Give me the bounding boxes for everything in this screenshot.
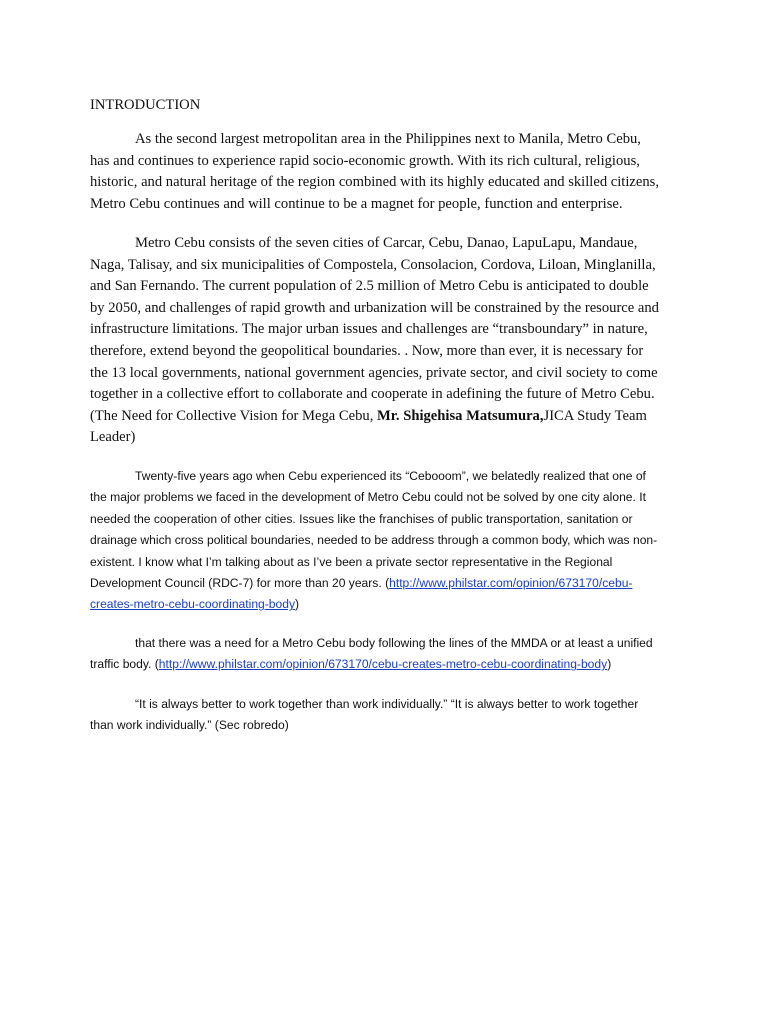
paragraph-mmda: [90, 633, 662, 676]
paragraph-intro: [90, 129, 662, 215]
paragraph-cebooom-suffix: ): [295, 597, 300, 612]
paragraph-cebooom: [90, 466, 662, 616]
paragraph-quote: [90, 694, 662, 737]
philstar-link-2[interactable]: http://www.philstar.com/opinion/673170/cebu-creates-metro-cebu-coordinating-body: [158, 657, 608, 672]
document-heading: INTRODUCTION: [90, 97, 201, 113]
paragraph-quote-text: “It is always better to work together than work individually.” “It is always better to work together than work individually.” (Sec robredo): [90, 697, 639, 733]
philstar-link[interactable]: http://www.philstar.com/opinion/673170/cebu-creates-metro-cebu-coordinating-body: [90, 576, 633, 612]
author-name: Mr. Shigehisa Matsumura,: [377, 407, 544, 424]
paragraph-intro-text: As the second largest metropolitan area in the Philippines next to Manila, Metro Cebu, has and continues to experience rapid socio-economic growth. With its rich cultural, religious, historic, and natural heritage of the region combined with its highly educated and skilled citizens, Metro Cebu continues and will continue to be a magnet for people, function and enterprise.: [90, 131, 659, 212]
paragraph-mmda-suffix: ): [607, 657, 612, 672]
paragraph-mmda-text: that there was a need for a Metro Cebu body following the lines of the MMDA or at least a unified traffic body. (: [90, 636, 653, 672]
paragraph-cebooom-text: Twenty-five years ago when Cebu experienced its “Cebooom”, we belatedly realized that one of the major problems we faced in the development of Metro Cebu could not be solved by one city alone. It needed the cooperation of other cities. Issues like the franchises of public transportation, sanitation or drainage which cross political boundaries, needed to be address through a common body, which was non-existent. I know what I’m talking about as I’ve been a private sector representative in the Regional Development Council (RDC-7) for more than 20 years. (: [90, 469, 658, 591]
paragraph-metro-cebu-text: Metro Cebu consists of the seven cities of Carcar, Cebu, Danao, LapuLapu, Mandaue, Naga, Talisay, and six municipalities of Compostela, Consolacion, Cordova, Liloan, Minglanilla, and San Fernando. The current population of 2.5 million of Metro Cebu is anticipated to double by 2050, and challenges of rapid growth and urbanization will be constrained by the resource and infrastructure limitations. The major urban issues and challenges are “transboundary” in nature, therefore, extend beyond the geopolitical boundaries. . Now, more than ever, it is necessary for the 13 local governments, national government agencies, private sector, and civil society to come together in a collective effort to collaborate and cooperate in adefining the future of Metro Cebu. (The Need for Collective Vision for Mega Cebu,: [90, 235, 659, 424]
paragraph-metro-cebu: [90, 233, 662, 449]
author-affiliation: JICA Study Team Leader): [90, 407, 647, 446]
